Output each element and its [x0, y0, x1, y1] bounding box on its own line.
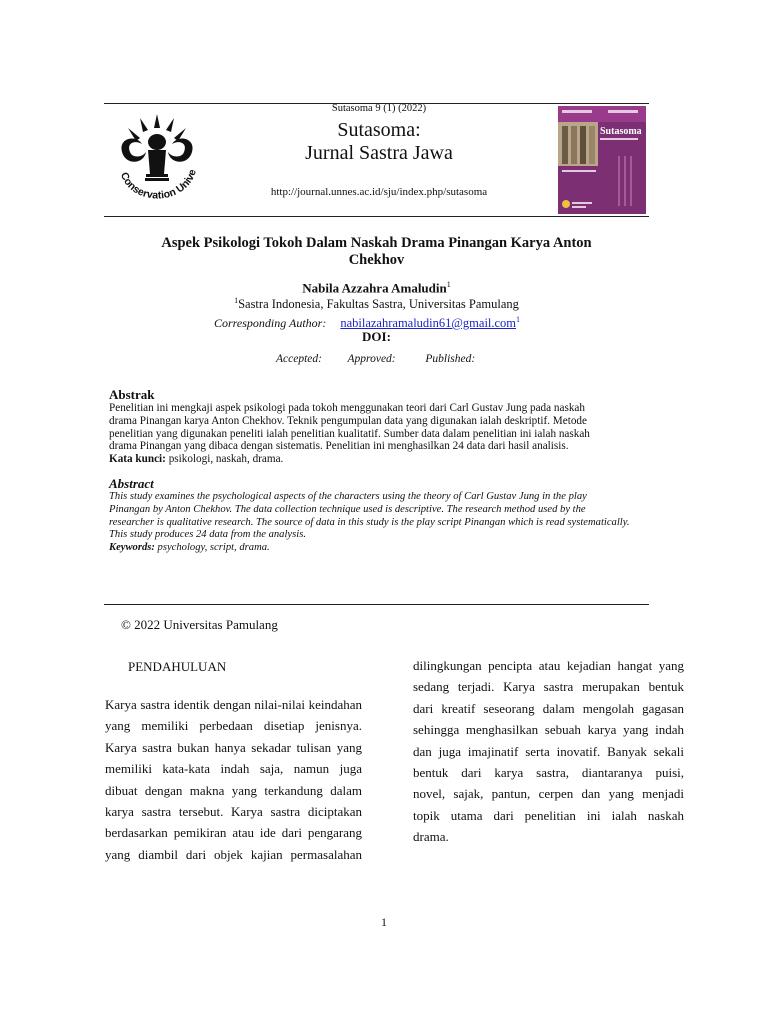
approved-label: Approved:: [347, 353, 396, 365]
published-label: Published:: [425, 353, 476, 365]
abstrak-line: drama Pinangan karya Anton Chekhov. Teknik pengumpulan data yang digunakan ialah deskriptif. Metode: [109, 414, 587, 427]
section-heading: PENDAHULUAN: [128, 659, 227, 674]
body-line: berdasarkan pemikiran atau ide dari pengarang: [105, 825, 362, 841]
journal-url[interactable]: http://journal.unnes.ac.id/sju/index.php/sutasoma: [270, 186, 488, 198]
body-line: bentuk dari karya sastra, diantaranya puisi,: [413, 765, 684, 781]
email-sup: 1: [516, 315, 521, 324]
article-title: [104, 235, 649, 269]
abstract-keywords: [109, 542, 654, 555]
journal-title-line2: Jurnal Sastra Jawa: [305, 142, 453, 164]
header-bottom-rule: [104, 216, 649, 217]
body-right-column: [413, 655, 684, 848]
university-logo: [112, 108, 202, 212]
abstrak-keywords-text: psikologi, naskah, drama.: [165, 453, 284, 466]
abstract-body: [109, 491, 654, 542]
abstrak-body: [109, 402, 649, 453]
corresponding-label: Corresponding Author:: [214, 316, 327, 330]
journal-issue: Sutasoma 9 (1) (2022): [331, 103, 427, 114]
author-name-text: Nabila Azzahra Amaludin: [302, 280, 447, 296]
abstract-section: [109, 476, 654, 555]
article-title-line1: Aspek Psikologi Tokoh Dalam Naskah Drama Pinangan Karya Anton: [161, 235, 592, 251]
abstract-line: This study produces 24 data from the analysis.: [109, 529, 306, 541]
abstract-keywords-label: Keywords:: [109, 542, 155, 554]
body-line: memiliki kata-kata indah saja, namun juga: [105, 761, 362, 777]
article-title-line2: Chekhov: [348, 252, 405, 268]
page-number: 1: [381, 915, 387, 929]
abstract-keywords-text: psychology, script, drama.: [154, 542, 270, 554]
affiliation-text: Sastra Indonesia, Fakultas Sastra, Universitas Pamulang: [238, 297, 519, 312]
email-link[interactable]: nabilazahramaludin61@gmail.com: [340, 316, 517, 330]
body-line: dan juga imajinatif serta inovatif. Banyak sekali: [413, 743, 684, 759]
abstrak-line: penelitian yang digunakan peneliti ialah penelitian kualitatif. Sumber data dalam penelitian ini ialah naskah: [109, 427, 590, 440]
abstract-line: researcher is qualitative research. The source of data in this study is the play script Pinangan which is read systematically.: [109, 516, 630, 528]
body-line: novel, sajak, pantun, cerpen dan yang menjadi: [413, 786, 684, 802]
body-line: karya sastra tersebut. Karya sastra diciptakan: [105, 804, 362, 820]
cover-title: Sutasoma: [600, 126, 642, 137]
body-line: sehingga menghasilkan sebuah karya yang indah: [413, 722, 684, 738]
abstrak-keywords-label: Kata kunci:: [109, 453, 166, 466]
body-line: yang memiliki perbedaan disetiap jenisnya.: [105, 718, 362, 734]
abstract-line: This study examines the psychological aspects of the characters using the theory of Carl Gustav Jung in the play: [109, 491, 587, 502]
body-line: Karya sastra identik dengan nilai-nilai keindahan: [105, 697, 362, 712]
author-name: [104, 280, 649, 296]
abstrak-section: [109, 387, 649, 466]
author-sup: 1: [446, 280, 451, 289]
affiliation-sup: 1: [234, 296, 239, 305]
abstract-bottom-rule: [104, 604, 649, 605]
body-line: dilingkungan pencipta atau kejadian hangat yang: [413, 658, 684, 673]
body-line: Karya sastra bukan hanya sekadar tulisan yang: [105, 739, 362, 755]
abstract-line: Pinangan by Anton Chekhov. The data collection technique used is descriptive. The research method used by the: [109, 503, 586, 515]
logo-text: Conservation Unive: [117, 167, 199, 202]
body-line: sedang terjadi. Karya sastra merupakan bentuk: [413, 679, 684, 695]
body-line: dibuat dengan makna yang terkandung dalam: [105, 782, 362, 798]
abstrak-heading: Abstrak: [109, 387, 155, 402]
affiliation: [104, 296, 649, 312]
journal-cover-image: [558, 106, 646, 214]
abstrak-line: drama Pinangan yang dibaca dengan sistematis. Penelitian ini menghasilkan 24 data dari hasil analisis.: [109, 440, 569, 453]
body-line: topik utama dari penelitian ini ialah naskah: [413, 807, 684, 823]
body-line: dari kreatif seseorang dalam mengolah gagasan: [413, 700, 684, 716]
doi-label: DOI:: [362, 329, 391, 344]
dates-row: [276, 353, 475, 365]
accepted-label: Accepted:: [276, 353, 322, 365]
journal-title-line1: Sutasoma:: [337, 119, 421, 141]
body-line: yang diambil dari objek kajian permasalahan: [105, 846, 362, 862]
abstract-heading: Abstract: [109, 476, 154, 491]
copyright: © 2022 Universitas Pamulang: [121, 617, 278, 632]
body-line: drama.: [413, 829, 449, 845]
abstrak-keywords: [109, 453, 649, 466]
abstrak-line: Penelitian ini mengkaji aspek psikologi pada tokoh menggunakan teori dari Carl Gustav Jung pada naskah: [109, 402, 585, 414]
body-left-column: [105, 694, 362, 865]
